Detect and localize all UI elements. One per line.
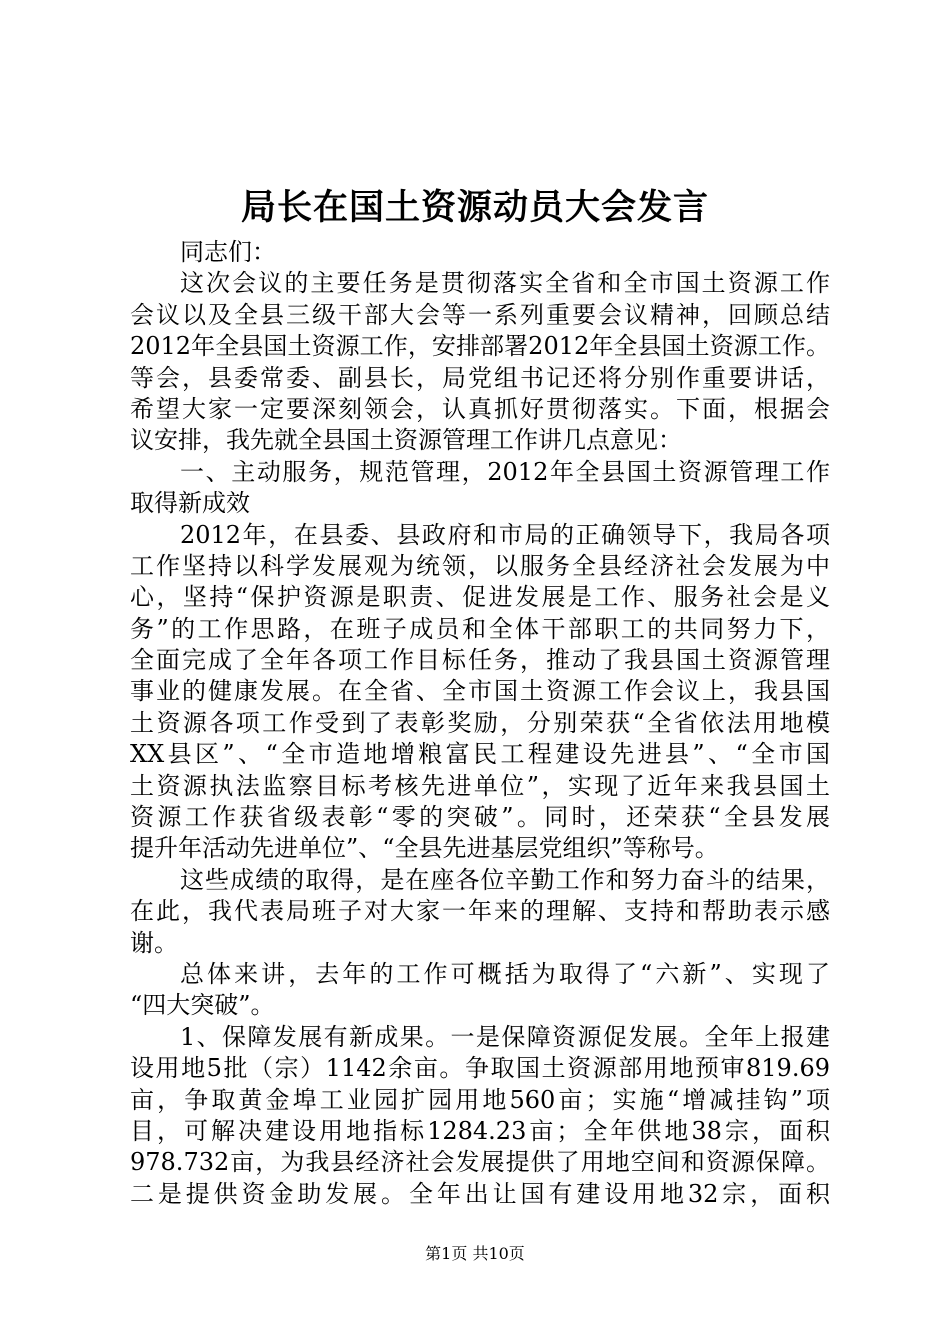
text-line: 土资源各项工作受到了表彰奖励，分别荣获“全省依法用地模 xyxy=(130,708,830,737)
page-footer: 第1页 共10页 xyxy=(425,1244,525,1263)
text-line: 取得新成效 xyxy=(130,489,250,518)
text-line: “四大突破”。 xyxy=(130,991,275,1020)
text-line: 心，坚持“保护资源是职责、促进发展是工作、服务社会是义 xyxy=(130,583,830,612)
text-line: 事业的健康发展。在全省、全市国土资源工作会议上，我县国 xyxy=(130,677,830,706)
document-title: 局长在国土资源动员大会发言 xyxy=(240,188,709,228)
text-line: 资源工作获省级表彰“零的突破”。同时，还荣获“全县发展 xyxy=(130,803,830,832)
document-body xyxy=(130,237,830,1210)
text-line: 总体来讲，去年的工作可概括为取得了“六新”、实现了 xyxy=(180,959,830,988)
text-line: 谢。 xyxy=(130,928,178,957)
text-line: 希望大家一定要深刻领会，认真抓好贯彻落实。下面，根据会 xyxy=(130,394,830,423)
text-line: 这次会议的主要任务是贯彻落实全省和全市国土资源工作 xyxy=(180,269,830,298)
text-line: 一、主动服务，规范管理，2012年全县国土资源管理工作 xyxy=(180,457,830,486)
text-line: 会议以及全县三级干部大会等一系列重要会议精神，回顾总结 xyxy=(130,300,830,329)
text-line: 这些成绩的取得，是在座各位辛勤工作和努力奋斗的结果， xyxy=(180,865,830,894)
text-line: 2012年，在县委、县政府和市局的正确领导下，我局各项 xyxy=(180,520,830,549)
text-line: 务”的工作思路，在班子成员和全体干部职工的共同努力下， xyxy=(130,614,830,643)
text-line: 工作坚持以科学发展观为统领，以服务全县经济社会发展为中 xyxy=(130,551,830,580)
text-line: 提升年活动先进单位”、“全县先进基层党组织”等称号。 xyxy=(130,834,719,863)
text-line: 议安排，我先就全县国土资源管理工作讲几点意见： xyxy=(130,426,682,455)
text-line: 设用地5批（宗）1142余亩。争取国土资源部用地预审819.69 xyxy=(130,1054,830,1083)
text-line: XX县区”、“全市造地增粮富民工程建设先进县”、“全市国 xyxy=(130,740,830,769)
text-line: 在此，我代表局班子对大家一年来的理解、支持和帮助表示感 xyxy=(130,897,830,926)
text-line: 亩，争取黄金埠工业园扩园用地560亩；实施“增减挂钩”项 xyxy=(130,1085,830,1114)
text-line: 二是提供资金助发展。全年出让国有建设用地32宗，面积 xyxy=(130,1179,830,1208)
text-line: 目，可解决建设用地指标1284.23亩；全年供地38宗，面积 xyxy=(130,1116,830,1145)
text-line: 1、保障发展有新成果。一是保障资源促发展。全年上报建 xyxy=(180,1022,830,1051)
text-line: 全面完成了全年各项工作目标任务，推动了我县国土资源管理 xyxy=(130,646,830,675)
text-line: 同志们： xyxy=(180,238,276,266)
text-line: 978.732亩，为我县经济社会发展提供了用地空间和资源保障。 xyxy=(130,1148,830,1177)
text-line: 2012年全县国土资源工作，安排部署2012年全县国土资源工作。 xyxy=(130,332,830,361)
text-line: 土资源执法监察目标考核先进单位”，实现了近年来我县国土 xyxy=(130,771,830,800)
text-line: 等会，县委常委、副县长，局党组书记还将分别作重要讲话， xyxy=(130,363,830,392)
